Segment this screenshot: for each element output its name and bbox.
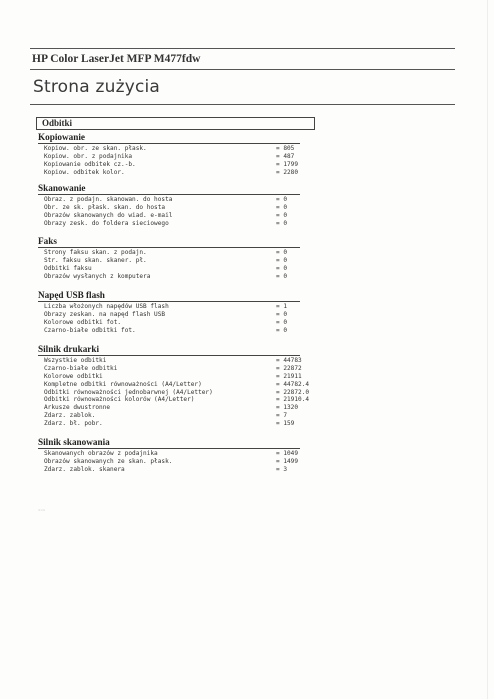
counter-label: Obrazy zeskan. na napęd flash USB xyxy=(44,310,166,318)
counter-value: = 1799 xyxy=(276,160,299,168)
counter-value: = 0 xyxy=(276,211,288,219)
counter-value: = 0 xyxy=(276,256,288,264)
counter-value: = 0 xyxy=(276,310,288,318)
counter-row xyxy=(38,265,300,273)
counter-row xyxy=(38,169,300,177)
scan-artifact: ▫▫▫ xyxy=(38,507,46,512)
counter-label: Kompletne odbitki równoważności (A4/Letter) xyxy=(44,380,202,388)
counter-value: = 0 xyxy=(276,264,288,272)
scan-edge xyxy=(487,0,488,699)
counter-value: = 1320 xyxy=(276,404,299,412)
counter-row xyxy=(38,204,300,212)
counter-label: Czarno-białe odbitki xyxy=(44,364,118,372)
counter-value: = 0 xyxy=(276,326,288,334)
counter-row xyxy=(38,319,300,327)
counter-label: Obrazów wysłanych z komputera xyxy=(44,272,151,280)
counter-value: = 2280 xyxy=(276,168,299,176)
counter-value: = 805 xyxy=(276,145,295,152)
counter-label: Kopiowanie odbitek cz.-b. xyxy=(44,160,136,168)
counter-label: Obr. ze sk. płask. skan. do hosta xyxy=(44,203,166,211)
section-5 xyxy=(38,343,310,428)
counter-label: Strony faksu skan. z podajn. xyxy=(44,249,147,256)
counter-value: = 0 xyxy=(276,196,288,203)
counter-value: = 21910.4 xyxy=(276,396,310,404)
section-1 xyxy=(38,131,300,177)
counter-row xyxy=(38,420,300,428)
counter-value: = 22872.0 xyxy=(276,388,310,396)
counter-value: = 0 xyxy=(276,219,288,227)
section-heading: Faks xyxy=(38,235,300,248)
counter-value: = 0 xyxy=(276,249,288,256)
counter-label: Kolorowe odbitki fot. xyxy=(44,318,122,326)
counter-value: = 7 xyxy=(276,412,288,420)
counter-row xyxy=(38,257,300,265)
section-heading: Napęd USB flash xyxy=(38,289,300,302)
counter-row xyxy=(38,365,300,373)
counter-row xyxy=(38,153,300,161)
counter-value: = 3 xyxy=(276,465,288,473)
counter-label: Str. faksu skan. skaner. pł. xyxy=(44,256,147,264)
main-section-title: Odbitki xyxy=(42,118,73,128)
counter-row xyxy=(38,327,300,335)
counter-label: Wszystkie odbitki xyxy=(44,357,107,364)
counter-row xyxy=(38,357,300,365)
counter-value: = 1 xyxy=(276,303,288,310)
counter-row xyxy=(38,311,300,319)
counter-value: = 1499 xyxy=(276,457,299,465)
counter-label: Kolorowe odbitki xyxy=(44,372,103,380)
counter-row xyxy=(38,412,300,420)
counter-value: = 0 xyxy=(276,318,288,326)
counter-row xyxy=(38,212,300,220)
counter-label: Czarno-białe odbitki fot. xyxy=(44,326,136,334)
counter-value: = 0 xyxy=(276,272,288,280)
counter-row xyxy=(38,380,310,389)
counter-label: Obrazów skanowanych do wiad. e-mail xyxy=(44,211,173,219)
section-heading: Silnik drukarki xyxy=(38,343,300,356)
counter-label: Odbitki faksu xyxy=(44,264,92,272)
section-6 xyxy=(38,436,300,474)
printer-model: HP Color LaserJet MFP M477fdw xyxy=(32,53,201,65)
section-heading: Skanowanie xyxy=(38,182,300,195)
counter-row xyxy=(38,466,300,474)
counter-label: Zdarz. bł. pobr. xyxy=(44,420,103,428)
counter-label: Arkusze dwustronne xyxy=(44,404,111,412)
counter-row xyxy=(38,161,300,169)
header-top-rule xyxy=(30,48,455,49)
counter-label: Obraz. z podajn. skanowan. do hosta xyxy=(44,196,173,203)
counter-value: = 44783 xyxy=(276,357,302,364)
counter-value: = 21911 xyxy=(276,372,302,380)
counter-row xyxy=(38,196,300,204)
main-section-box xyxy=(36,117,315,130)
counter-label: Zdarz. zablok. skanera xyxy=(44,465,125,473)
counter-label: Odbitki równoważności kolorów (A4/Letter) xyxy=(44,396,195,404)
counter-value: = 0 xyxy=(276,203,288,211)
counter-row xyxy=(38,396,310,404)
counter-row xyxy=(38,303,300,311)
counter-row xyxy=(38,145,300,153)
counter-row xyxy=(38,458,300,466)
counter-label: Zdarz. zablok. xyxy=(44,412,96,420)
counter-row xyxy=(38,249,300,257)
counter-label: Obrazów skanowanych ze skan. płask. xyxy=(44,457,173,465)
counter-label: Liczba włożonych napędów USB flash xyxy=(44,303,169,310)
section-heading: Kopiowanie xyxy=(38,131,300,144)
counter-value: = 44782.4 xyxy=(276,380,310,388)
page-title: Strona zużycia xyxy=(33,77,161,97)
counter-row xyxy=(38,404,300,412)
counter-label: Kopiow. obr. z podajnika xyxy=(44,152,133,160)
counter-label: Obrazy zesk. do foldera sieciowego xyxy=(44,219,169,227)
section-4 xyxy=(38,289,300,335)
header-mid-rule xyxy=(30,69,455,70)
counter-value: = 1049 xyxy=(276,450,299,457)
counter-row xyxy=(38,373,300,381)
section-heading: Silnik skanowania xyxy=(38,436,300,449)
counter-value: = 22872 xyxy=(276,364,302,372)
counter-label: Skanowanych obrazów z podajnika xyxy=(44,450,158,457)
counter-value: = 159 xyxy=(276,420,295,428)
counter-label: Kopiow. obr. ze skan. płask. xyxy=(44,145,147,152)
header-bottom-rule xyxy=(30,104,455,105)
counter-label: Odbitki równoważności jednobarwnej (A4/Letter) xyxy=(44,388,213,396)
section-3 xyxy=(38,235,300,281)
counter-row xyxy=(38,450,300,458)
counter-value: = 487 xyxy=(276,152,295,160)
counter-label: Kopiow. odbitek kolor. xyxy=(44,168,125,176)
section-2 xyxy=(38,182,300,228)
counter-row xyxy=(38,273,300,281)
counter-row xyxy=(38,220,300,228)
